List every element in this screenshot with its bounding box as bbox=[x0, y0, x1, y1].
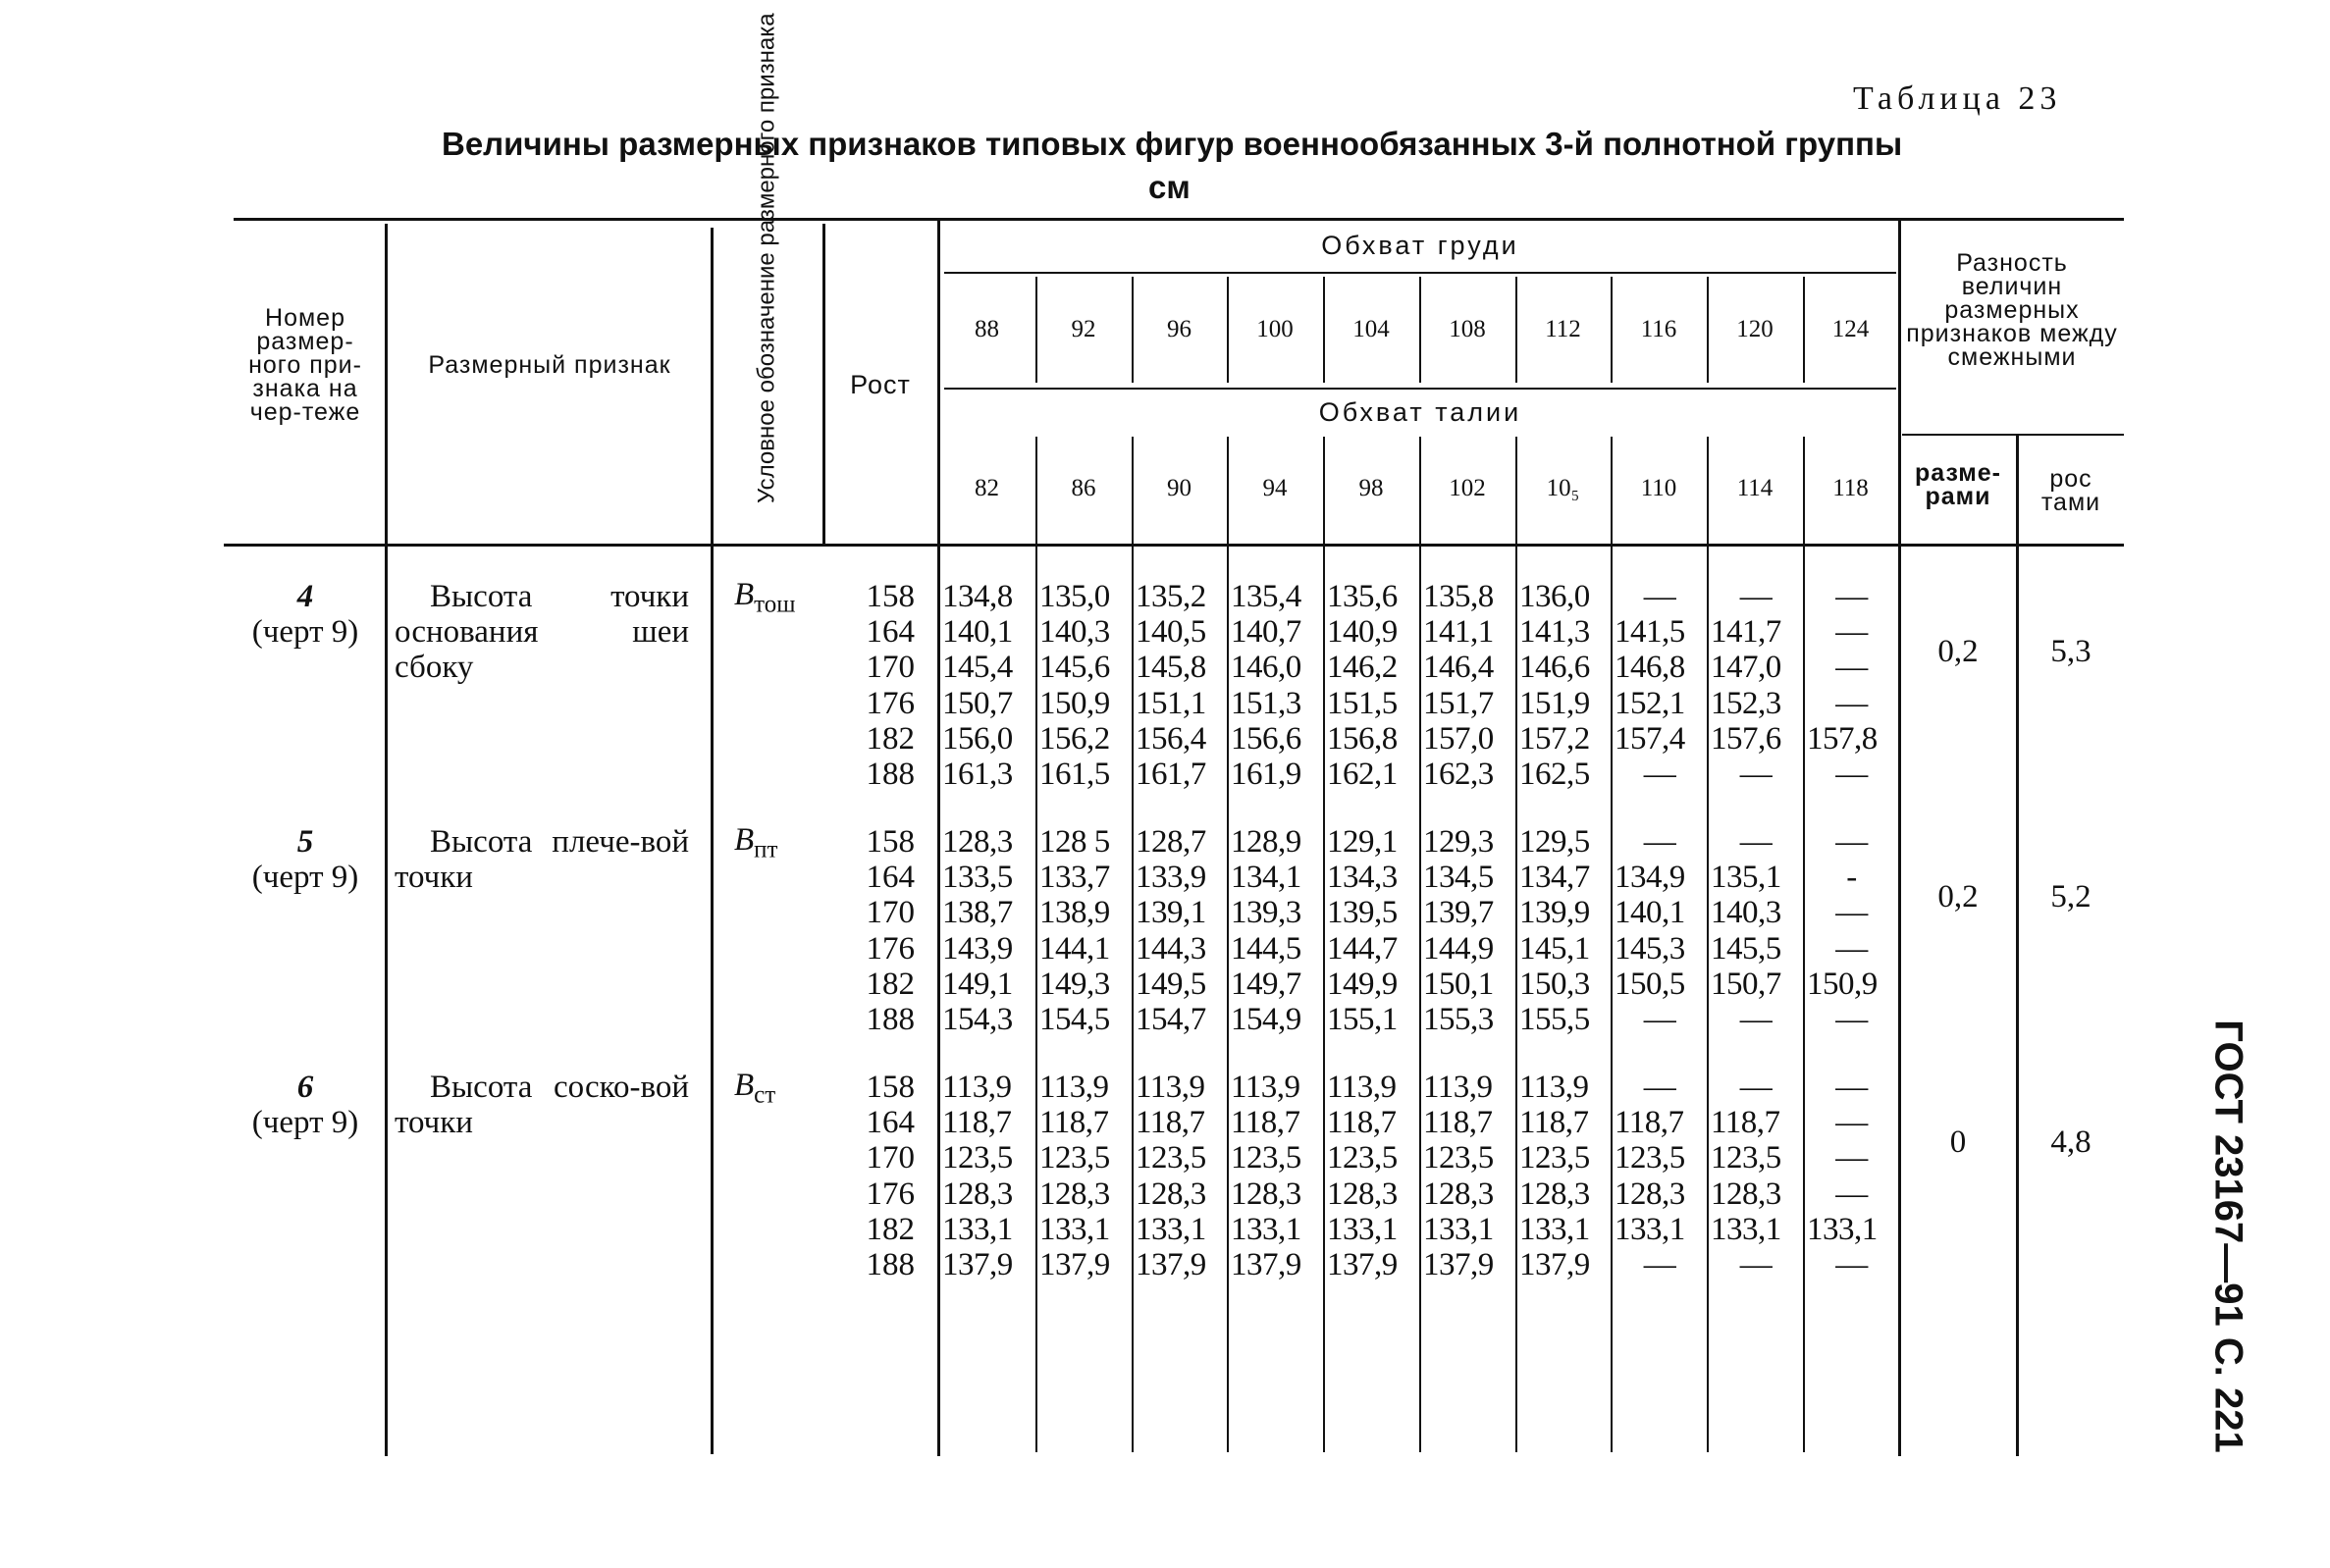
feature-column-header: Размерный признак bbox=[428, 351, 671, 379]
measurement-cell: — bbox=[1835, 579, 1868, 614]
col-line-3 bbox=[822, 224, 825, 544]
measurement-cell: — bbox=[1835, 930, 1868, 967]
measurement-cell: 149,9 bbox=[1327, 966, 1398, 1002]
measurement-cell: — bbox=[1739, 1002, 1773, 1037]
measurement-cell: 113,9 bbox=[1327, 1070, 1397, 1105]
height-value: 158 bbox=[866, 824, 915, 860]
measurement-cell: — bbox=[1835, 1105, 1868, 1141]
measurement-cell: 135,6 bbox=[1327, 579, 1398, 614]
col-line-5 bbox=[1898, 218, 1901, 1456]
measurement-cell: 134,9 bbox=[1615, 860, 1685, 896]
diff-between-sizes: 0,2 bbox=[1937, 879, 1979, 915]
measurement-cell: 150,1 bbox=[1423, 966, 1494, 1002]
measurement-cell: 157,6 bbox=[1711, 720, 1781, 757]
measurement-cell: 118,7 bbox=[1231, 1105, 1300, 1141]
waist-size-header: 110 bbox=[1640, 475, 1677, 501]
measurement-cell: 144,1 bbox=[1039, 930, 1110, 967]
measurement-cell: 154,9 bbox=[1231, 1002, 1301, 1037]
measurement-cell: 133,1 bbox=[942, 1211, 1013, 1247]
measurement-cell: 128,3 bbox=[1711, 1176, 1781, 1212]
measurement-cell: 143,9 bbox=[942, 930, 1013, 967]
measurement-cell: 133,5 bbox=[942, 860, 1013, 896]
drawing-reference: (черт 9) bbox=[251, 1105, 359, 1140]
top-border bbox=[234, 218, 2124, 221]
diff-height-header: рос тами bbox=[2040, 465, 2101, 516]
measurement-cell: 135,4 bbox=[1231, 579, 1301, 614]
measurement-cell: — bbox=[1739, 1247, 1773, 1282]
waist-subcol-divider bbox=[1323, 437, 1325, 1452]
measurement-cell: 149,5 bbox=[1136, 966, 1206, 1002]
diff-between-sizes: 0,2 bbox=[1937, 634, 1979, 669]
measurement-cell: 141,7 bbox=[1711, 614, 1781, 651]
measurement-cell: 123,5 bbox=[942, 1140, 1013, 1176]
symbol-column-header: Условное обозначение размерного признака bbox=[753, 13, 780, 503]
table-title: Величины размерных признаков типовых фигур военнообязанных 3-й полнотной группы bbox=[442, 126, 1903, 162]
measurement-cell: 156,0 bbox=[942, 720, 1013, 757]
side-standard-label: ГОСТ 23167—91 С. 221 bbox=[2206, 1019, 2251, 1453]
measurement-cell: 123,5 bbox=[1615, 1140, 1685, 1176]
measurement-cell: 134,7 bbox=[1519, 860, 1590, 896]
measurement-cell: — bbox=[1643, 579, 1676, 614]
measurement-cell: 128,9 bbox=[1231, 824, 1301, 860]
measurement-cell: — bbox=[1835, 1140, 1868, 1176]
measurement-cell: 136,0 bbox=[1519, 579, 1590, 614]
waist-size-header: 86 bbox=[1071, 475, 1096, 501]
height-value: 158 bbox=[866, 579, 915, 614]
measurement-cell: — bbox=[1835, 1002, 1868, 1037]
measurement-cell: — bbox=[1739, 757, 1773, 792]
table-label: Таблица 23 bbox=[1853, 80, 2062, 117]
measurement-cell: 155,5 bbox=[1519, 1002, 1590, 1037]
measurement-cell: 133,1 bbox=[1039, 1211, 1110, 1247]
measurement-cell: 133,9 bbox=[1136, 860, 1206, 896]
measurement-cell: 113,9 bbox=[1231, 1070, 1300, 1105]
measurement-cell: 134,8 bbox=[942, 579, 1013, 614]
measurement-cell: — bbox=[1835, 1070, 1868, 1105]
measurement-cell: 139,5 bbox=[1327, 895, 1398, 931]
measurement-cell: 123,5 bbox=[1423, 1140, 1494, 1176]
measurement-cell: 151,3 bbox=[1231, 685, 1301, 721]
feature-symbol bbox=[734, 577, 822, 619]
measurement-cell: 123,5 bbox=[1327, 1140, 1398, 1176]
measurement-cell: 154,5 bbox=[1039, 1002, 1110, 1037]
feature-symbol bbox=[734, 822, 822, 864]
measurement-cell: 145,8 bbox=[1136, 650, 1206, 686]
measurement-cell: 146,4 bbox=[1423, 650, 1494, 686]
waist-subcol-divider bbox=[1611, 437, 1613, 1452]
waist-subcol-divider bbox=[1803, 437, 1805, 1452]
measurement-cell: 118,7 bbox=[942, 1105, 1012, 1141]
measurement-cell: 162,3 bbox=[1423, 757, 1494, 792]
measurement-cell: — bbox=[1835, 1247, 1868, 1282]
height-value: 188 bbox=[866, 757, 915, 792]
measurement-cell: 151,5 bbox=[1327, 685, 1398, 721]
height-value: 182 bbox=[866, 720, 915, 757]
measurement-cell: 137,9 bbox=[942, 1247, 1013, 1282]
measurement-cell: 146,8 bbox=[1615, 650, 1685, 686]
chest-size-header: 104 bbox=[1352, 316, 1390, 342]
measurement-cell: 157,4 bbox=[1615, 720, 1685, 757]
measurement-cell: 137,9 bbox=[1039, 1247, 1110, 1282]
measurement-cell: 118,7 bbox=[1327, 1105, 1397, 1141]
measurement-cell: 140,5 bbox=[1136, 614, 1206, 651]
measurement-cell: 144,9 bbox=[1423, 930, 1494, 967]
waist-subcol-divider bbox=[1515, 437, 1517, 1452]
diff-size-header: разме-рами bbox=[1914, 459, 2001, 510]
feature-number: 6 bbox=[296, 1070, 314, 1105]
measurement-cell: — bbox=[1739, 824, 1773, 860]
measurement-cell: 123,5 bbox=[1136, 1140, 1206, 1176]
measurement-cell: 140,7 bbox=[1231, 614, 1301, 651]
height-value: 188 bbox=[866, 1002, 915, 1037]
chest-size-header: 88 bbox=[975, 316, 999, 342]
chest-size-header: 112 bbox=[1545, 316, 1581, 342]
measurement-cell: 137,9 bbox=[1231, 1247, 1301, 1282]
measurement-cell: 151,1 bbox=[1136, 685, 1206, 721]
waist-size-header: 90 bbox=[1167, 475, 1191, 501]
waist-group-header: Обхват талии bbox=[1318, 397, 1522, 427]
height-value: 182 bbox=[866, 1211, 915, 1247]
measurement-cell: 138,9 bbox=[1039, 895, 1110, 931]
measurement-cell: 133,1 bbox=[1231, 1211, 1301, 1247]
measurement-cell: 113,9 bbox=[1039, 1070, 1109, 1105]
measurement-cell: 129,1 bbox=[1327, 824, 1398, 860]
height-value: 188 bbox=[866, 1247, 915, 1282]
measurement-cell: 133,1 bbox=[1615, 1211, 1685, 1247]
measurement-cell: 157,8 bbox=[1807, 720, 1878, 757]
measurement-cell: 146,6 bbox=[1519, 650, 1590, 686]
number-column-header: Номер размер-ного при-знака на чер-теже bbox=[248, 304, 362, 426]
measurement-cell: 139,7 bbox=[1423, 895, 1494, 931]
measurement-cell: 156,6 bbox=[1231, 720, 1301, 757]
measurement-cell: — bbox=[1643, 1002, 1676, 1037]
diff-group-header: Разность величин размерных признаков между смежными bbox=[1906, 249, 2118, 371]
diff-label-line bbox=[1902, 434, 2124, 436]
measurement-cell: 123,5 bbox=[1711, 1140, 1781, 1176]
measurement-cell: 144,5 bbox=[1231, 930, 1301, 967]
measurement-cell: 133,7 bbox=[1039, 860, 1110, 896]
symbol-subscript: пт bbox=[754, 836, 778, 863]
measurement-cell: 150,7 bbox=[1711, 966, 1781, 1002]
measurement-cell: 151,9 bbox=[1519, 685, 1590, 721]
measurement-cell: 128,3 bbox=[1039, 1176, 1110, 1212]
measurement-cell: 149,3 bbox=[1039, 966, 1110, 1002]
measurement-cell: 155,3 bbox=[1423, 1002, 1494, 1037]
measurement-cell: 146,0 bbox=[1231, 650, 1301, 686]
measurement-cell: 128,3 bbox=[1423, 1176, 1494, 1212]
measurement-cell: 162,1 bbox=[1327, 757, 1398, 792]
measurement-cell: — bbox=[1739, 1070, 1773, 1105]
chest-size-header: 96 bbox=[1167, 316, 1191, 342]
height-value: 176 bbox=[866, 930, 915, 967]
measurement-cell: 145,1 bbox=[1519, 930, 1590, 967]
measurement-cell: 128,3 bbox=[1136, 1176, 1206, 1212]
measurement-cell: — bbox=[1835, 757, 1868, 792]
measurement-cell: 133,1 bbox=[1711, 1211, 1781, 1247]
measurement-cell: 150,7 bbox=[942, 685, 1013, 721]
col-line-6 bbox=[2016, 436, 2019, 1456]
waist-size-header: 98 bbox=[1358, 475, 1384, 501]
measurement-cell: 147,0 bbox=[1711, 650, 1781, 686]
measurement-cell: 150,9 bbox=[1807, 966, 1878, 1002]
measurement-cell: 137,9 bbox=[1136, 1247, 1206, 1282]
measurement-cell: 150,5 bbox=[1615, 966, 1685, 1002]
measurement-cell: 145,3 bbox=[1615, 930, 1685, 967]
measurement-cell: 113,9 bbox=[1423, 1070, 1493, 1105]
measurement-cell: 145,5 bbox=[1711, 930, 1781, 967]
symbol-subscript: тош bbox=[754, 591, 796, 618]
measurement-cell: 128,3 bbox=[942, 1176, 1013, 1212]
measurement-cell: 156,8 bbox=[1327, 720, 1398, 757]
feature-name: Высота плече-вой точки bbox=[395, 824, 689, 895]
measurement-cell: 128,3 bbox=[1519, 1176, 1590, 1212]
measurement-cell: 135,8 bbox=[1423, 579, 1494, 614]
measurement-cell: 128 5 bbox=[1039, 824, 1110, 860]
measurement-cell: 113,9 bbox=[942, 1070, 1012, 1105]
measurement-cell: 137,9 bbox=[1423, 1247, 1494, 1282]
measurement-cell: 144,7 bbox=[1327, 930, 1398, 967]
measurement-cell: 128,3 bbox=[1615, 1176, 1685, 1212]
feature-number: 4 bbox=[296, 579, 314, 614]
col-line-4 bbox=[937, 218, 940, 1456]
measurement-cell: 139,9 bbox=[1519, 895, 1590, 931]
measurement-cell: — bbox=[1643, 1070, 1676, 1105]
waist-subcol-divider bbox=[1132, 437, 1134, 1452]
measurement-cell: — bbox=[1835, 895, 1868, 931]
height-value: 170 bbox=[866, 1140, 915, 1176]
diff-between-heights: 5,3 bbox=[2050, 634, 2092, 669]
measurement-cell: 118,7 bbox=[1519, 1105, 1589, 1141]
measurement-cell: 140,9 bbox=[1327, 614, 1398, 651]
height-column-header: Рост bbox=[850, 370, 911, 399]
measurement-cell: 128,7 bbox=[1136, 824, 1206, 860]
waist-size-header: 10₅ bbox=[1546, 475, 1580, 501]
measurement-cell: — bbox=[1835, 685, 1868, 721]
measurement-cell: 123,5 bbox=[1231, 1140, 1301, 1176]
waist-size-header: 82 bbox=[975, 475, 999, 501]
measurement-cell: 144,3 bbox=[1136, 930, 1206, 967]
measurement-cell: 128,3 bbox=[942, 824, 1013, 860]
measurement-cell: 123,5 bbox=[1039, 1140, 1110, 1176]
waist-size-header: 94 bbox=[1262, 475, 1288, 501]
measurement-cell: 118,7 bbox=[1711, 1105, 1780, 1141]
measurement-cell: 154,3 bbox=[942, 1002, 1013, 1037]
chest-size-header: 100 bbox=[1256, 316, 1294, 342]
measurement-cell: 156,2 bbox=[1039, 720, 1110, 757]
waist-subcol-divider bbox=[1035, 437, 1037, 1452]
chest-size-header: 92 bbox=[1071, 316, 1096, 342]
measurement-cell: 161,9 bbox=[1231, 757, 1301, 792]
measurement-cell: — bbox=[1835, 614, 1868, 651]
measurement-cell: — bbox=[1739, 579, 1773, 614]
measurement-cell: 128,3 bbox=[1327, 1176, 1398, 1212]
measurement-cell: 140,1 bbox=[1615, 895, 1685, 931]
measurement-cell: 162,5 bbox=[1519, 757, 1590, 792]
measurement-cell: — bbox=[1835, 1176, 1868, 1212]
measurement-cell: — bbox=[1835, 824, 1868, 860]
measurement-cell: 133,1 bbox=[1136, 1211, 1206, 1247]
chest-size-header: 108 bbox=[1449, 316, 1486, 342]
measurement-cell: 141,1 bbox=[1423, 614, 1494, 651]
measurement-cell: 157,2 bbox=[1519, 720, 1590, 757]
measurement-cell: — bbox=[1835, 650, 1868, 686]
header-bottom-border bbox=[224, 544, 2124, 547]
feature-name: Высота соско-вой точки bbox=[395, 1070, 689, 1140]
unit-label: см bbox=[1148, 169, 1191, 205]
measurement-cell: 133,1 bbox=[1423, 1211, 1494, 1247]
measurement-cell: 156,4 bbox=[1136, 720, 1206, 757]
chest-group-header: Обхват груди bbox=[1321, 231, 1519, 260]
height-value: 164 bbox=[866, 860, 915, 896]
measurement-cell: 157,0 bbox=[1423, 720, 1494, 757]
measurement-cell: 128,3 bbox=[1231, 1176, 1301, 1212]
symbol-letter: B bbox=[734, 577, 755, 612]
measurement-cell: 140,3 bbox=[1711, 895, 1781, 931]
measurement-cell: 129,5 bbox=[1519, 824, 1590, 860]
chest-size-header: 124 bbox=[1831, 316, 1870, 342]
measurement-cell: 113,9 bbox=[1519, 1070, 1589, 1105]
diff-between-heights: 4,8 bbox=[2050, 1124, 2092, 1160]
height-value: 158 bbox=[866, 1070, 915, 1105]
measurement-cell: - bbox=[1846, 860, 1857, 896]
waist-size-header: 118 bbox=[1832, 475, 1869, 501]
height-value: 182 bbox=[866, 966, 915, 1002]
measurement-cell: 134,1 bbox=[1231, 860, 1301, 896]
measurement-cell: 150,9 bbox=[1039, 685, 1110, 721]
measurement-cell: 146,2 bbox=[1327, 650, 1398, 686]
symbol-letter: B bbox=[734, 1068, 755, 1103]
col-line-1 bbox=[385, 224, 388, 1456]
measurement-cell: 141,5 bbox=[1615, 614, 1685, 651]
measurement-cell: 137,9 bbox=[1519, 1247, 1590, 1282]
measurement-cell: 140,3 bbox=[1039, 614, 1110, 651]
measurement-cell: 123,5 bbox=[1519, 1140, 1590, 1176]
measurement-cell: 154,7 bbox=[1136, 1002, 1206, 1037]
measurement-cell: 133,1 bbox=[1327, 1211, 1398, 1247]
measurement-cell: 135,1 bbox=[1711, 860, 1781, 896]
chest-size-header: 116 bbox=[1640, 316, 1677, 342]
height-value: 170 bbox=[866, 895, 915, 931]
measurement-cell: 133,1 bbox=[1519, 1211, 1590, 1247]
feature-number: 5 bbox=[296, 824, 314, 860]
measurement-cell: 129,3 bbox=[1423, 824, 1494, 860]
measurement-cell: 161,7 bbox=[1136, 757, 1206, 792]
measurement-cell: 152,3 bbox=[1711, 685, 1781, 721]
feature-name: Высота точки основания шеи сбоку bbox=[395, 579, 689, 685]
measurement-cell: 113,9 bbox=[1136, 1070, 1205, 1105]
diff-between-sizes: 0 bbox=[1949, 1124, 1967, 1160]
measurement-cell: 161,5 bbox=[1039, 757, 1110, 792]
height-value: 164 bbox=[866, 614, 915, 651]
measurement-cell: — bbox=[1643, 757, 1676, 792]
drawing-reference: (черт 9) bbox=[251, 860, 359, 895]
measurement-cell: 118,7 bbox=[1615, 1105, 1684, 1141]
measurement-cell: — bbox=[1643, 824, 1676, 860]
measurement-cell: 118,7 bbox=[1039, 1105, 1109, 1141]
symbol-letter: B bbox=[734, 822, 755, 858]
chest-size-header: 120 bbox=[1736, 316, 1774, 342]
measurement-cell: 145,4 bbox=[942, 650, 1013, 686]
waist-subcol-divider bbox=[1227, 437, 1229, 1452]
measurement-cell: — bbox=[1643, 1247, 1676, 1282]
waist-subcol-divider bbox=[1707, 437, 1709, 1452]
measurement-cell: 140,1 bbox=[942, 614, 1013, 651]
measurement-cell: 139,1 bbox=[1136, 895, 1206, 931]
measurement-cell: 135,2 bbox=[1136, 579, 1206, 614]
height-value: 170 bbox=[866, 650, 915, 686]
measurement-cell: 118,7 bbox=[1423, 1105, 1493, 1141]
height-value: 176 bbox=[866, 685, 915, 721]
measurement-cell: 150,3 bbox=[1519, 966, 1590, 1002]
diff-between-heights: 5,2 bbox=[2050, 879, 2092, 915]
height-value: 176 bbox=[866, 1176, 915, 1212]
measurement-cell: 151,7 bbox=[1423, 685, 1494, 721]
measurement-cell: 149,7 bbox=[1231, 966, 1301, 1002]
measurement-cell: 155,1 bbox=[1327, 1002, 1398, 1037]
measurement-cell: 135,0 bbox=[1039, 579, 1110, 614]
drawing-reference: (черт 9) bbox=[251, 614, 359, 650]
measurement-cell: 133,1 bbox=[1807, 1211, 1878, 1247]
symbol-subscript: ст bbox=[754, 1081, 776, 1109]
chest-waist-line bbox=[944, 388, 1896, 390]
waist-size-header: 102 bbox=[1449, 475, 1486, 501]
height-value: 164 bbox=[866, 1105, 915, 1141]
waist-size-header: 114 bbox=[1736, 475, 1774, 501]
measurement-cell: 149,1 bbox=[942, 966, 1013, 1002]
measurement-cell: 134,5 bbox=[1423, 860, 1494, 896]
chest-label-line bbox=[944, 272, 1896, 274]
measurement-cell: 134,3 bbox=[1327, 860, 1398, 896]
measurement-cell: 139,3 bbox=[1231, 895, 1301, 931]
measurement-cell: 145,6 bbox=[1039, 650, 1110, 686]
measurement-cell: 137,9 bbox=[1327, 1247, 1398, 1282]
measurement-cell: 118,7 bbox=[1136, 1105, 1205, 1141]
waist-subcol-divider bbox=[1419, 437, 1421, 1452]
measurement-cell: 152,1 bbox=[1615, 685, 1685, 721]
measurement-cell: 141,3 bbox=[1519, 614, 1590, 651]
feature-symbol bbox=[734, 1068, 822, 1110]
measurement-cell: 138,7 bbox=[942, 895, 1013, 931]
measurement-cell: 161,3 bbox=[942, 757, 1013, 792]
